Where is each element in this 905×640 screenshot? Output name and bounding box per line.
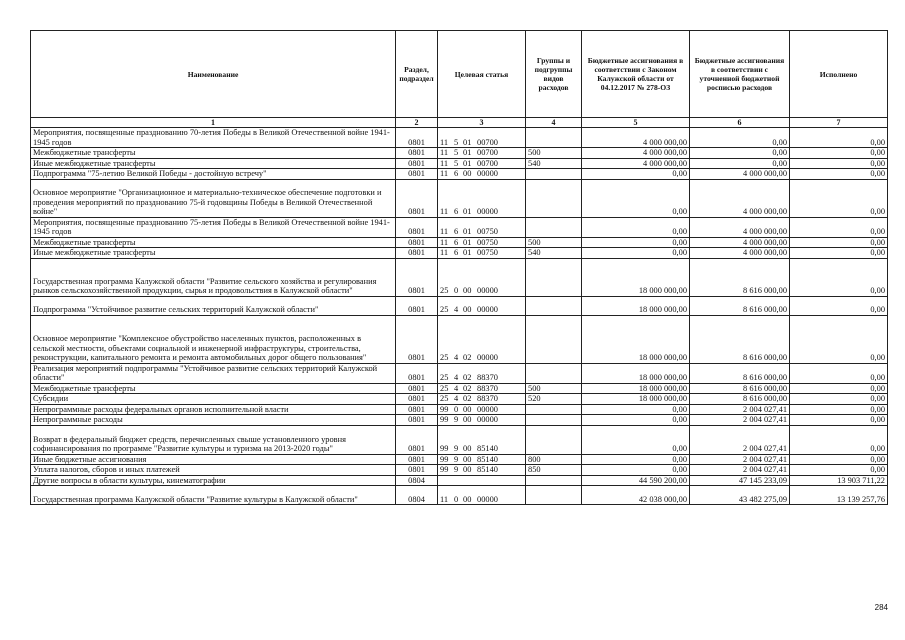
- row-executed-amount-cell: 13 139 257,76: [790, 486, 888, 505]
- row-section-cell: 0801: [396, 394, 438, 405]
- row-law-amount-cell: 18 000 000,00: [582, 394, 690, 405]
- row-target-code-cell: [438, 237, 526, 248]
- target-code-segment: 00000: [477, 494, 498, 504]
- row-law-amount-cell: 44 590 200,00: [582, 475, 690, 486]
- target-code-segment: 11: [440, 237, 449, 247]
- target-code-segment: 00: [463, 169, 472, 178]
- row-section-cell: 0801: [396, 465, 438, 476]
- row-executed-amount-cell: 0,00: [790, 237, 888, 248]
- target-code-segment: 6: [454, 169, 459, 178]
- row-name-cell: Другие вопросы в области культуры, кинематографии: [31, 475, 396, 486]
- table-row: [31, 169, 888, 180]
- row-law-amount-cell: 18 000 000,00: [582, 296, 690, 315]
- target-code-segment: 25: [440, 353, 449, 362]
- row-target-code-cell: [438, 383, 526, 394]
- column-number: 1: [31, 118, 396, 128]
- header-revised: Бюджетные ассигнования в соответствии с уточненной бюджетной росписью расходов: [690, 31, 790, 118]
- target-code-segment: 00750: [477, 227, 498, 236]
- row-executed-amount-cell: 0,00: [790, 315, 888, 363]
- target-code-segment: 6: [454, 227, 459, 236]
- table-row: [31, 454, 888, 465]
- row-group-cell: [526, 425, 582, 454]
- target-code-segment: 9: [454, 454, 459, 464]
- row-target-code-cell: [438, 179, 526, 217]
- table-row: [31, 404, 888, 415]
- row-target-code-cell: [438, 425, 526, 454]
- target-code-segment: 99: [440, 465, 449, 474]
- row-executed-amount-cell: 0,00: [790, 415, 888, 426]
- row-section-cell: 0801: [396, 258, 438, 296]
- row-section-cell: 0801: [396, 217, 438, 237]
- target-code-segment: 00: [463, 454, 472, 464]
- row-group-cell: 540: [526, 158, 582, 169]
- row-target-code-cell: [438, 158, 526, 169]
- target-code-segment: 00000: [477, 305, 498, 314]
- row-target-code-cell: [438, 128, 526, 148]
- table-row: [31, 415, 888, 426]
- table-row: [31, 465, 888, 476]
- row-group-cell: 800: [526, 454, 582, 465]
- row-group-cell: [526, 363, 582, 383]
- row-executed-amount-cell: 0,00: [790, 465, 888, 476]
- target-code-segment: 00: [463, 465, 472, 474]
- row-name-cell: Субсидии: [31, 394, 396, 405]
- table-row: [31, 394, 888, 405]
- target-code-segment: 01: [463, 137, 472, 147]
- column-number: 5: [582, 118, 690, 128]
- table-row: [31, 258, 888, 296]
- row-target-code-cell: [438, 465, 526, 476]
- row-name-cell: Государственная программа Калужской области "Развитие культуры в Калужской области": [31, 486, 396, 505]
- table-row: [31, 425, 888, 454]
- row-revised-amount-cell: 0,00: [690, 158, 790, 169]
- row-executed-amount-cell: 0,00: [790, 425, 888, 454]
- target-code-segment: 5: [454, 148, 459, 157]
- row-revised-amount-cell: 0,00: [690, 148, 790, 159]
- row-executed-amount-cell: 0,00: [790, 248, 888, 259]
- row-section-cell: 0801: [396, 128, 438, 148]
- target-code-segment: 11: [440, 494, 449, 504]
- target-code-segment: 01: [463, 227, 472, 236]
- row-revised-amount-cell: 2 004 027,41: [690, 415, 790, 426]
- row-revised-amount-cell: 2 004 027,41: [690, 465, 790, 476]
- row-group-cell: [526, 258, 582, 296]
- table-row: [31, 237, 888, 248]
- row-revised-amount-cell: 2 004 027,41: [690, 425, 790, 454]
- target-code-segment: 5: [454, 137, 459, 147]
- row-target-code-cell: [438, 486, 526, 505]
- row-law-amount-cell: 0,00: [582, 425, 690, 454]
- row-revised-amount-cell: 8 616 000,00: [690, 315, 790, 363]
- row-group-cell: 500: [526, 383, 582, 394]
- table-row: [31, 363, 888, 383]
- target-code-segment: 9: [454, 415, 459, 424]
- row-revised-amount-cell: 8 616 000,00: [690, 363, 790, 383]
- row-law-amount-cell: 0,00: [582, 179, 690, 217]
- target-code-segment: 02: [463, 373, 472, 382]
- row-group-cell: [526, 486, 582, 505]
- target-code-segment: 00750: [477, 248, 498, 257]
- row-name-cell: Мероприятия, посвященные празднованию 70-летия Победы в Великой Отечественной войне 1941-1945 годов: [31, 128, 396, 148]
- target-code-segment: 11: [440, 227, 449, 236]
- row-name-cell: Возврат в федеральный бюджет средств, перечисленных свыше установленного уровня софинансирования по программе "Развитие культуры и туризма на 2013-2020 годы": [31, 425, 396, 454]
- row-law-amount-cell: 4 000 000,00: [582, 158, 690, 169]
- row-revised-amount-cell: 43 482 275,09: [690, 486, 790, 505]
- row-executed-amount-cell: 0,00: [790, 363, 888, 383]
- row-name-cell: Реализация мероприятий подпрограммы "Устойчивое развитие сельских территорий Калужской области": [31, 363, 396, 383]
- row-law-amount-cell: 0,00: [582, 217, 690, 237]
- target-code-segment: 4: [454, 353, 459, 362]
- target-code-segment: 00: [463, 415, 472, 424]
- target-code-segment: 11: [440, 248, 449, 257]
- header-target: Целевая статья: [438, 31, 526, 118]
- row-name-cell: Государственная программа Калужской области "Развитие сельского хозяйства и регулирования рынков сельскохозяйственной продукции, сырья и продовольствия в Калужской области": [31, 258, 396, 296]
- header-name: Наименование: [31, 31, 396, 118]
- target-code-segment: 4: [454, 383, 459, 393]
- header-law: Бюджетные ассигнования в соответствии с Законом Калужской области от 04.12.2017 № 278-ОЗ: [582, 31, 690, 118]
- row-section-cell: 0801: [396, 148, 438, 159]
- row-revised-amount-cell: 4 000 000,00: [690, 217, 790, 237]
- table-row: [31, 128, 888, 148]
- target-code-segment: 11: [440, 148, 449, 157]
- target-code-segment: 85140: [477, 465, 498, 474]
- column-number: 3: [438, 118, 526, 128]
- table-row: [31, 486, 888, 505]
- target-code-segment: 00: [463, 494, 472, 504]
- row-executed-amount-cell: 0,00: [790, 148, 888, 159]
- row-revised-amount-cell: 8 616 000,00: [690, 394, 790, 405]
- row-section-cell: 0801: [396, 237, 438, 248]
- row-section-cell: 0801: [396, 315, 438, 363]
- target-code-segment: 00700: [477, 137, 498, 147]
- row-group-cell: 500: [526, 237, 582, 248]
- table-row: [31, 148, 888, 159]
- row-executed-amount-cell: 13 903 711,22: [790, 475, 888, 486]
- table-row: [31, 315, 888, 363]
- column-number: 4: [526, 118, 582, 128]
- row-law-amount-cell: 4 000 000,00: [582, 128, 690, 148]
- row-executed-amount-cell: 0,00: [790, 217, 888, 237]
- target-code-segment: 99: [440, 444, 449, 453]
- row-name-cell: Межбюджетные трансферты: [31, 383, 396, 394]
- row-law-amount-cell: 0,00: [582, 169, 690, 180]
- page-number: 284: [874, 603, 888, 612]
- row-executed-amount-cell: 0,00: [790, 394, 888, 405]
- target-code-segment: 00: [463, 286, 472, 295]
- row-group-cell: 500: [526, 148, 582, 159]
- target-code-segment: 02: [463, 383, 472, 393]
- header-groups: Группы и подгруппы видов расходов: [526, 31, 582, 118]
- row-revised-amount-cell: 4 000 000,00: [690, 179, 790, 217]
- row-section-cell: 0801: [396, 158, 438, 169]
- row-revised-amount-cell: 4 000 000,00: [690, 248, 790, 259]
- target-code-segment: 01: [463, 248, 472, 257]
- row-revised-amount-cell: 4 000 000,00: [690, 237, 790, 248]
- target-code-segment: 88370: [477, 373, 498, 382]
- budget-table: [30, 30, 888, 505]
- target-code-segment: 25: [440, 394, 449, 403]
- row-law-amount-cell: 4 000 000,00: [582, 148, 690, 159]
- row-revised-amount-cell: 8 616 000,00: [690, 296, 790, 315]
- target-code-segment: 25: [440, 305, 449, 314]
- row-executed-amount-cell: 0,00: [790, 296, 888, 315]
- row-executed-amount-cell: 0,00: [790, 404, 888, 415]
- row-revised-amount-cell: 47 145 233,09: [690, 475, 790, 486]
- row-executed-amount-cell: 0,00: [790, 128, 888, 148]
- target-code-segment: 01: [463, 158, 472, 168]
- target-code-segment: 4: [454, 305, 459, 314]
- header-row: [31, 31, 888, 118]
- target-code-segment: 99: [440, 415, 449, 424]
- row-section-cell: 0801: [396, 454, 438, 465]
- target-code-segment: 99: [440, 454, 449, 464]
- row-name-cell: Уплата налогов, сборов и иных платежей: [31, 465, 396, 476]
- target-code-segment: 25: [440, 373, 449, 382]
- header-executed: Исполнено: [790, 31, 888, 118]
- table-row: [31, 383, 888, 394]
- row-law-amount-cell: 18 000 000,00: [582, 383, 690, 394]
- target-code-segment: 5: [454, 158, 459, 168]
- table-row: [31, 217, 888, 237]
- row-name-cell: Иные межбюджетные трансферты: [31, 248, 396, 259]
- row-group-cell: [526, 475, 582, 486]
- row-revised-amount-cell: 0,00: [690, 128, 790, 148]
- row-group-cell: 540: [526, 248, 582, 259]
- target-code-segment: 4: [454, 394, 459, 403]
- row-law-amount-cell: 0,00: [582, 404, 690, 415]
- target-code-segment: 99: [440, 404, 449, 414]
- row-group-cell: 520: [526, 394, 582, 405]
- target-code-segment: 0: [454, 286, 459, 295]
- header-section: Раздел, подраздел: [396, 31, 438, 118]
- target-code-segment: 00000: [477, 404, 498, 414]
- row-executed-amount-cell: 0,00: [790, 169, 888, 180]
- row-law-amount-cell: 18 000 000,00: [582, 315, 690, 363]
- row-law-amount-cell: 18 000 000,00: [582, 258, 690, 296]
- row-revised-amount-cell: 2 004 027,41: [690, 404, 790, 415]
- table-body: [31, 128, 888, 505]
- row-target-code-cell: [438, 415, 526, 426]
- row-law-amount-cell: 0,00: [582, 465, 690, 476]
- target-code-segment: 85140: [477, 454, 498, 464]
- row-law-amount-cell: 0,00: [582, 237, 690, 248]
- row-group-cell: [526, 128, 582, 148]
- row-section-cell: 0801: [396, 248, 438, 259]
- row-revised-amount-cell: 8 616 000,00: [690, 258, 790, 296]
- row-name-cell: Межбюджетные трансферты: [31, 148, 396, 159]
- row-name-cell: Иные бюджетные ассигнования: [31, 454, 396, 465]
- target-code-segment: 25: [440, 383, 449, 393]
- target-code-segment: 11: [440, 207, 449, 216]
- header-number-row: [31, 118, 888, 128]
- row-group-cell: [526, 169, 582, 180]
- row-name-cell: Мероприятия, посвященные празднованию 75-летия Победы в Великой Отечественной войне 1941-1945 годов: [31, 217, 396, 237]
- row-group-cell: [526, 315, 582, 363]
- column-number: 6: [690, 118, 790, 128]
- row-group-cell: [526, 296, 582, 315]
- table-row: [31, 179, 888, 217]
- row-target-code-cell: [438, 248, 526, 259]
- row-target-code-cell: [438, 258, 526, 296]
- row-law-amount-cell: 42 038 000,00: [582, 486, 690, 505]
- row-section-cell: 0804: [396, 486, 438, 505]
- target-code-segment: 00: [463, 305, 472, 314]
- row-law-amount-cell: 0,00: [582, 415, 690, 426]
- target-code-segment: 01: [463, 148, 472, 157]
- target-code-segment: 00000: [477, 286, 498, 295]
- target-code-segment: 88370: [477, 394, 498, 403]
- row-target-code-cell: [438, 394, 526, 405]
- row-section-cell: 0801: [396, 404, 438, 415]
- row-target-code-cell: [438, 404, 526, 415]
- row-group-cell: 850: [526, 465, 582, 476]
- row-target-code-cell: [438, 217, 526, 237]
- row-name-cell: Подпрограмма "Устойчивое развитие сельских территорий Калужской области": [31, 296, 396, 315]
- row-revised-amount-cell: 8 616 000,00: [690, 383, 790, 394]
- row-section-cell: 0801: [396, 363, 438, 383]
- column-number: 7: [790, 118, 888, 128]
- target-code-segment: 11: [440, 137, 449, 147]
- row-executed-amount-cell: 0,00: [790, 158, 888, 169]
- target-code-segment: 0: [454, 404, 459, 414]
- row-name-cell: Подпрограмма "75-летию Великой Победы - достойную встречу": [31, 169, 396, 180]
- target-code-segment: 02: [463, 394, 472, 403]
- row-section-cell: 0801: [396, 383, 438, 394]
- row-name-cell: Непрограммные расходы федеральных органов исполнительной власти: [31, 404, 396, 415]
- row-name-cell: Основное мероприятие "Комплексное обустройство населенных пунктов, расположенных в сельской местности, объектами социальной и инженерной инфраструктуры, строительства, реконструкции, капитального ремонта и ремонта автомобильных дорог общего пользования": [31, 315, 396, 363]
- row-target-code-cell: [438, 363, 526, 383]
- table-row: [31, 475, 888, 486]
- row-name-cell: Межбюджетные трансферты: [31, 237, 396, 248]
- target-code-segment: 00000: [477, 207, 498, 216]
- row-executed-amount-cell: 0,00: [790, 454, 888, 465]
- target-code-segment: 00000: [477, 353, 498, 362]
- row-executed-amount-cell: 0,00: [790, 258, 888, 296]
- row-section-cell: 0804: [396, 475, 438, 486]
- row-target-code-cell: [438, 315, 526, 363]
- target-code-segment: 4: [454, 373, 459, 382]
- row-revised-amount-cell: 4 000 000,00: [690, 169, 790, 180]
- target-code-segment: 00000: [477, 415, 498, 424]
- row-section-cell: 0801: [396, 415, 438, 426]
- target-code-segment: 00700: [477, 158, 498, 168]
- row-section-cell: 0801: [396, 296, 438, 315]
- target-code-segment: 02: [463, 353, 472, 362]
- target-code-segment: 0: [454, 494, 459, 504]
- row-executed-amount-cell: 0,00: [790, 179, 888, 217]
- target-code-segment: 00750: [477, 237, 498, 247]
- row-group-cell: [526, 217, 582, 237]
- row-name-cell: Основное мероприятие "Организационное и материально-техническое обеспечение подготовки и проведения мероприятий по празднованию 75-й годовщины Победы в Великой Отечественной войне": [31, 179, 396, 217]
- target-code-segment: 9: [454, 444, 459, 453]
- target-code-segment: 85140: [477, 444, 498, 453]
- target-code-segment: 9: [454, 465, 459, 474]
- target-code-segment: 01: [463, 207, 472, 216]
- table-row: [31, 248, 888, 259]
- row-section-cell: 0801: [396, 169, 438, 180]
- target-code-segment: 00700: [477, 148, 498, 157]
- table-row: [31, 158, 888, 169]
- row-law-amount-cell: 0,00: [582, 454, 690, 465]
- row-target-code-cell: [438, 454, 526, 465]
- target-code-segment: 25: [440, 286, 449, 295]
- row-revised-amount-cell: 2 004 027,41: [690, 454, 790, 465]
- row-group-cell: [526, 404, 582, 415]
- target-code-segment: 6: [454, 207, 459, 216]
- row-target-code-cell: [438, 475, 526, 486]
- target-code-segment: 11: [440, 169, 449, 178]
- target-code-segment: 11: [440, 158, 449, 168]
- target-code-segment: 00: [463, 404, 472, 414]
- row-law-amount-cell: 0,00: [582, 248, 690, 259]
- row-group-cell: [526, 179, 582, 217]
- row-section-cell: 0801: [396, 425, 438, 454]
- column-number: 2: [396, 118, 438, 128]
- target-code-segment: 88370: [477, 383, 498, 393]
- row-name-cell: Иные межбюджетные трансферты: [31, 158, 396, 169]
- table-row: [31, 296, 888, 315]
- row-group-cell: [526, 415, 582, 426]
- row-target-code-cell: [438, 169, 526, 180]
- row-section-cell: 0801: [396, 179, 438, 217]
- target-code-segment: 01: [463, 237, 472, 247]
- target-code-segment: 00000: [477, 169, 498, 178]
- target-code-segment: 6: [454, 237, 459, 247]
- target-code-segment: 6: [454, 248, 459, 257]
- row-name-cell: Непрограммные расходы: [31, 415, 396, 426]
- target-code-segment: 00: [463, 444, 472, 453]
- row-executed-amount-cell: 0,00: [790, 383, 888, 394]
- row-target-code-cell: [438, 148, 526, 159]
- row-law-amount-cell: 18 000 000,00: [582, 363, 690, 383]
- row-target-code-cell: [438, 296, 526, 315]
